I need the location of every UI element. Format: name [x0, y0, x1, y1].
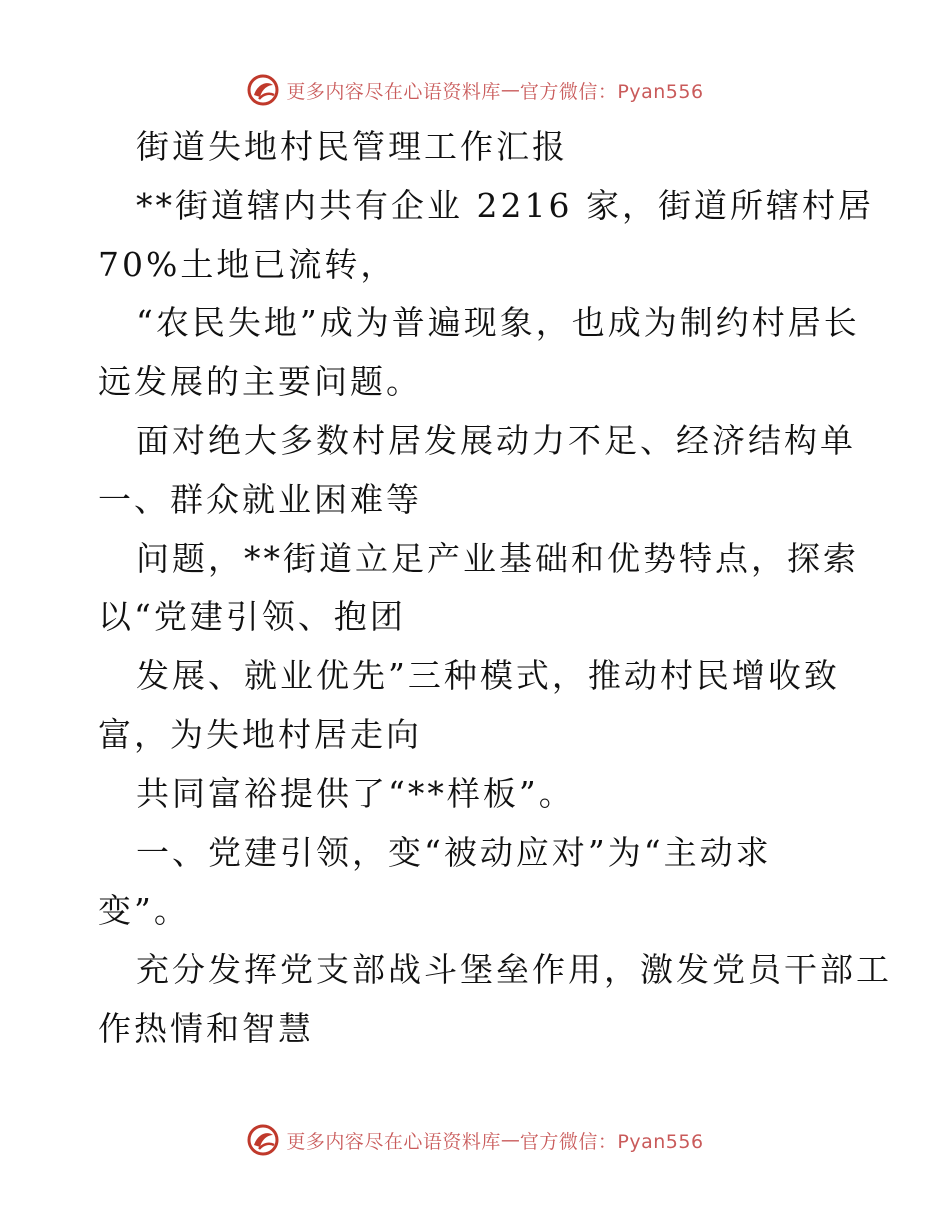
section-heading-continuation: 变”。: [98, 891, 190, 931]
header-watermark: [0, 70, 950, 110]
paragraph-line: 以“党建引领、抱团: [98, 597, 406, 637]
paragraph-line: 作热情和智慧: [98, 1008, 314, 1048]
paragraph-line: 共同富裕提供了“**样板”。: [136, 773, 575, 813]
watermark-site-text: 更多内容尽在心语资料库: [286, 1130, 501, 1153]
watermark-separator: —: [500, 79, 520, 101]
paragraph-line: 一、群众就业困难等: [98, 479, 422, 519]
paragraph-line: 充分发挥党支部战斗堡垒作用，激发党员干部工: [136, 950, 892, 990]
paragraph-line: 发展、就业优先”三种模式，推动村民增收致: [136, 656, 840, 696]
paragraph-line: 面对绝大多数村居发展动力不足、经济结构单: [136, 420, 856, 460]
watermark-contact-text: 官方微信：Pyan556: [519, 1130, 704, 1153]
footer-watermark: [0, 1120, 950, 1160]
paragraph-line: 富，为失地村居走向: [98, 714, 422, 754]
red-swirl-logo-icon: [246, 73, 280, 107]
red-swirl-logo-icon: [246, 1123, 280, 1157]
watermark-contact-text: 官方微信：Pyan556: [519, 80, 704, 103]
paragraph-line: 远发展的主要问题。: [98, 362, 422, 402]
paragraph-line: 问题，**街道立足产业基础和优势特点，探索: [136, 538, 859, 578]
document-body: [98, 118, 892, 1059]
watermark-site-text: 更多内容尽在心语资料库: [286, 80, 501, 103]
paragraph-line: **街道辖内共有企业 2216 家，街道所辖村居: [136, 185, 874, 225]
section-heading: 一、党建引领，变“被动应对”为“主动求: [136, 832, 772, 872]
watermark-separator: —: [500, 1129, 520, 1151]
paragraph-line: 70%土地已流转，: [98, 244, 397, 284]
document-title: 街道失地村民管理工作汇报: [136, 127, 568, 166]
paragraph-line: “农民失地”成为普遍现象，也成为制约村居长: [136, 303, 860, 343]
